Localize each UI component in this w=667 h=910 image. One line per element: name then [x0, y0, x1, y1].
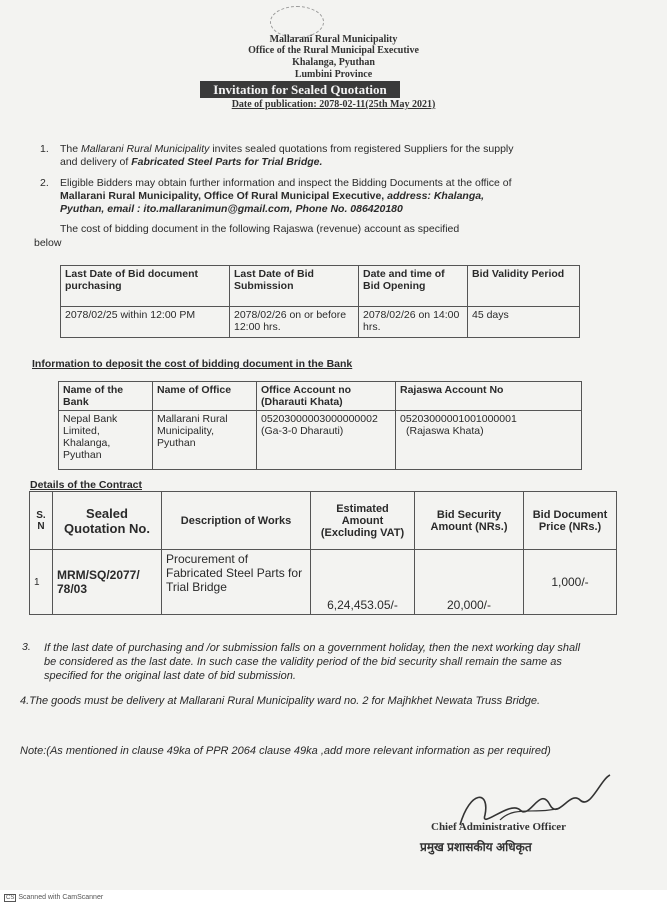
contract-section-title: Details of the Contract — [30, 479, 143, 491]
header-province: Lumbini Province — [294, 69, 373, 80]
rajaswa-account-type: (Rajaswa Khata) — [406, 425, 484, 437]
cell-submission-deadline: 2078/02/26 on or before 12:00 hrs. — [230, 307, 359, 338]
cell-document-price: 1,000/- — [524, 550, 617, 615]
cell-validity: 45 days — [468, 307, 580, 338]
cell-sn: 1 — [30, 550, 53, 615]
cell-bank-name: Nepal Bank Limited, Khalanga, Pyuthan — [59, 411, 153, 470]
col-office-name: Name of Office — [153, 382, 257, 411]
camscanner-logo: CS — [6, 895, 15, 901]
col-submission-deadline: Last Date of Bid Submission — [230, 266, 359, 307]
header-municipality: Mallarani Rural Municipality — [269, 34, 398, 45]
clause-2-text: Eligible Bidders may obtain further information and inspect the Bidding Documents at the office of Mallarani Rural Municipality, Office Of Rural Municipal Executive, address: Khalanga, Pyuthan, email : ito.mallaranimun@gmail.com, Phone No. 086420180 — [60, 177, 512, 215]
signatory-title-english: Chief Administrative Officer — [431, 821, 567, 833]
publication-date: Date of publication: 2078-02-11(25th May 2021) — [231, 99, 436, 110]
rajaswa-account-number: 05203000001001000001 — [400, 413, 517, 425]
signatory-title-nepali: प्रमुख प्रशासकीय अधिकृत — [420, 840, 532, 854]
cell-rajaswa-account — [396, 411, 582, 470]
cell-bid-security: 20,000/- — [415, 550, 524, 615]
cell-estimated-amount: 6,24,453.05/- — [311, 550, 415, 615]
col-validity: Bid Validity Period — [468, 266, 580, 307]
header-address: Khalanga, Pyuthan — [292, 57, 375, 68]
col-quotation-no: Sealed Quotation No. — [53, 492, 162, 550]
notice-title-banner: Invitation for Sealed Quotation — [200, 81, 400, 98]
table-row — [59, 411, 582, 470]
cost-intro-below: below — [34, 237, 62, 249]
bank-info-table — [58, 381, 582, 470]
clause-number-3: 3. — [22, 641, 31, 653]
col-purchase-deadline: Last Date of Bid document purchasing — [61, 266, 230, 307]
col-estimated-amount: Estimated Amount (Excluding VAT) — [311, 492, 415, 550]
note-text: Note:(As mentioned in clause 49ka of PPR 2064 clause 49ka ,add more relevant information as per required) — [20, 745, 551, 757]
col-sn: S. N — [30, 492, 53, 550]
col-opening-time: Date and time of Bid Opening — [359, 266, 468, 307]
col-bank-name: Name of the Bank — [59, 382, 153, 411]
clause-3-text: If the last date of purchasing and /or submission falls on a government holiday, then the next working day shall be considered as the last date. In such case the validity period of the bid security shall remain the same as specified for the original last date of bid submission. — [44, 642, 581, 682]
bid-schedule-table — [60, 265, 580, 338]
clause-1-text: The Mallarani Rural Municipality invites sealed quotations from registered Suppliers for the supply and delivery of Fabricated Steel Parts for Trial Bridge. — [60, 143, 514, 168]
bank-section-title: Information to deposit the cost of bidding document in the Bank — [32, 358, 353, 370]
cell-office-account — [257, 411, 396, 470]
table-row — [61, 307, 580, 338]
scanner-watermark — [4, 894, 103, 902]
col-rajaswa-account: Rajaswa Account No — [396, 382, 582, 411]
table-row — [30, 550, 617, 615]
cell-purchase-deadline: 2078/02/25 within 12:00 PM — [61, 307, 230, 338]
cell-office-name: Mallarani Rural Municipality, Pyuthan — [153, 411, 257, 470]
header-office: Office of the Rural Municipal Executive — [248, 45, 419, 56]
scanner-text: Scanned with CamScanner — [18, 894, 104, 901]
cell-opening-time: 2078/02/26 on 14:00 hrs. — [359, 307, 468, 338]
contract-details-table — [29, 491, 617, 615]
cost-intro: The cost of bidding document in the following Rajaswa (revenue) account as specified — [60, 223, 460, 235]
clause-4-text: 4.The goods must be delivery at Mallarani Rural Municipality ward no. 2 for Majhkhet Newata Truss Bridge. — [20, 695, 541, 707]
office-account-type: (Ga-3-0 Dharauti) — [261, 425, 344, 437]
col-description: Description of Works — [162, 492, 311, 550]
cell-quotation-no: MRM/SQ/2077/ 78/03 — [53, 550, 162, 615]
office-account-number: 05203000003000000002 — [261, 413, 378, 425]
clause-number-2: 2. — [40, 177, 49, 189]
cell-description: Procurement of Fabricated Steel Parts for Trial Bridge — [162, 550, 311, 615]
clause-number-1: 1. — [40, 143, 49, 155]
col-office-account: Office Account no (Dharauti Khata) — [257, 382, 396, 411]
col-bid-security: Bid Security Amount (NRs.) — [415, 492, 524, 550]
col-document-price: Bid Document Price (NRs.) — [524, 492, 617, 550]
